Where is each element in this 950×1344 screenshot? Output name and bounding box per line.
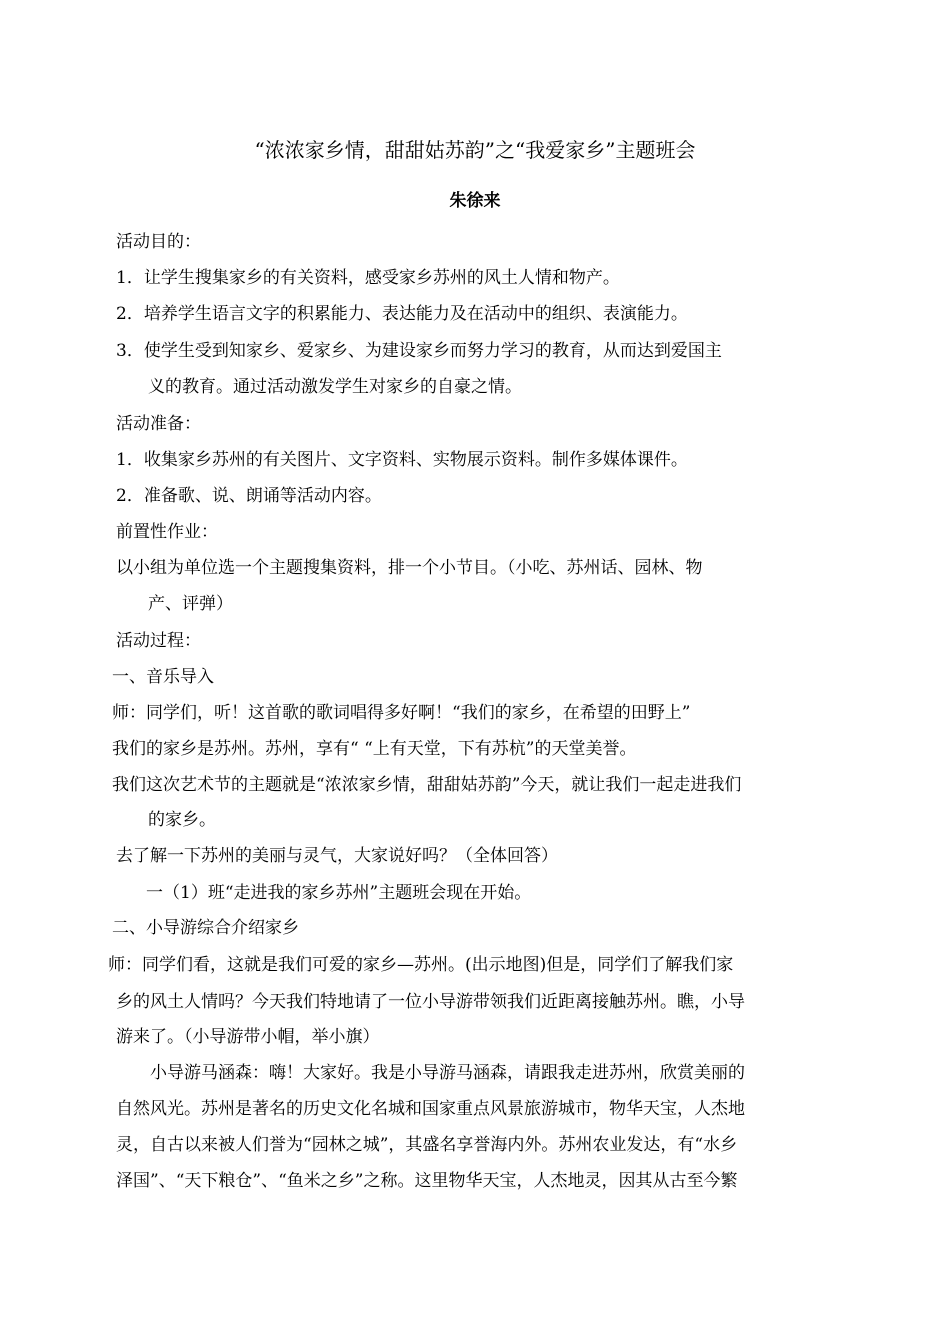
paragraph-line: 一（1）班“走进我的家乡苏州”主题班会现在开始。 — [146, 883, 532, 903]
heading-purpose: 活动目的： — [116, 232, 201, 252]
paragraph-line: 去了解一下苏州的美丽与灵气，大家说好吗？（全体回答） — [116, 846, 558, 866]
preparation-item-2: 2．准备歌、说、朗诵等活动内容。 — [116, 486, 382, 506]
document-author: 朱徐来 — [449, 191, 501, 211]
purpose-item-1: 1．让学生搜集家乡的有关资料，感受家乡苏州的风土人情和物产。 — [116, 268, 620, 288]
paragraph-line: 乡的风土人情吗？今天我们特地请了一位小导游带领我们近距离接触苏州。瞧，小导 — [116, 992, 745, 1012]
homework-text-cont: 产、评弹） — [148, 594, 233, 614]
heading-process: 活动过程： — [116, 631, 201, 651]
preparation-item-1: 1．收集家乡苏州的有关图片、文字资料、实物展示资料。制作多媒体课件。 — [116, 450, 688, 470]
heading-preparation: 活动准备： — [116, 414, 201, 434]
paragraph-line: 师：同学们，听！这首歌的歌词唱得多好啊！“我们的家乡，在希望的田野上” — [112, 703, 691, 723]
paragraph-line: 游来了。（小导游带小帽，举小旗） — [116, 1027, 380, 1047]
paragraph-line: 的家乡。 — [148, 810, 216, 830]
section-1-heading: 一、音乐导入 — [112, 667, 214, 687]
paragraph-line: 灵，自古以来被人们誉为“园林之城”，其盛名享誉海内外。苏州农业发达，有“水乡 — [116, 1135, 738, 1155]
paragraph-line: 我们这次艺术节的主题就是“浓浓家乡情，甜甜姑苏韵”今天，就让我们一起走进我们 — [112, 775, 742, 795]
paragraph-line: 泽国”、“天下粮仓”、“鱼米之乡”之称。这里物华天宝，人杰地灵，因其从古至今繁 — [116, 1171, 738, 1191]
purpose-item-3: 3．使学生受到知家乡、爱家乡、为建设家乡而努力学习的教育，从而达到爱国主 — [116, 341, 722, 361]
heading-homework: 前置性作业： — [116, 522, 218, 542]
purpose-item-2: 2．培养学生语言文字的积累能力、表达能力及在活动中的组织、表演能力。 — [116, 304, 688, 324]
paragraph-line: 小导游马涵森：嗨！大家好。我是小导游马涵森，请跟我走进苏州，欣赏美丽的 — [150, 1063, 745, 1083]
paragraph-line: 师：同学们看，这就是我们可爱的家乡—苏州。(出示地图)但是，同学们了解我们家 — [108, 955, 734, 975]
purpose-item-3-cont: 义的教育。通过活动激发学生对家乡的自豪之情。 — [148, 377, 522, 397]
paragraph-line: 自然风光。苏州是著名的历史文化名城和国家重点风景旅游城市，物华天宝，人杰地 — [116, 1099, 745, 1119]
paragraph-line: 我们的家乡是苏州。苏州，享有“ “上有天堂，下有苏杭”的天堂美誉。 — [112, 739, 637, 759]
section-2-heading: 二、小导游综合介绍家乡 — [112, 918, 299, 938]
document-title: “浓浓家乡情，甜甜姑苏韵”之“我爱家乡”主题班会 — [254, 138, 696, 162]
homework-text: 以小组为单位选一个主题搜集资料，排一个小节目。（小吃、苏州话、园林、物 — [116, 558, 703, 578]
